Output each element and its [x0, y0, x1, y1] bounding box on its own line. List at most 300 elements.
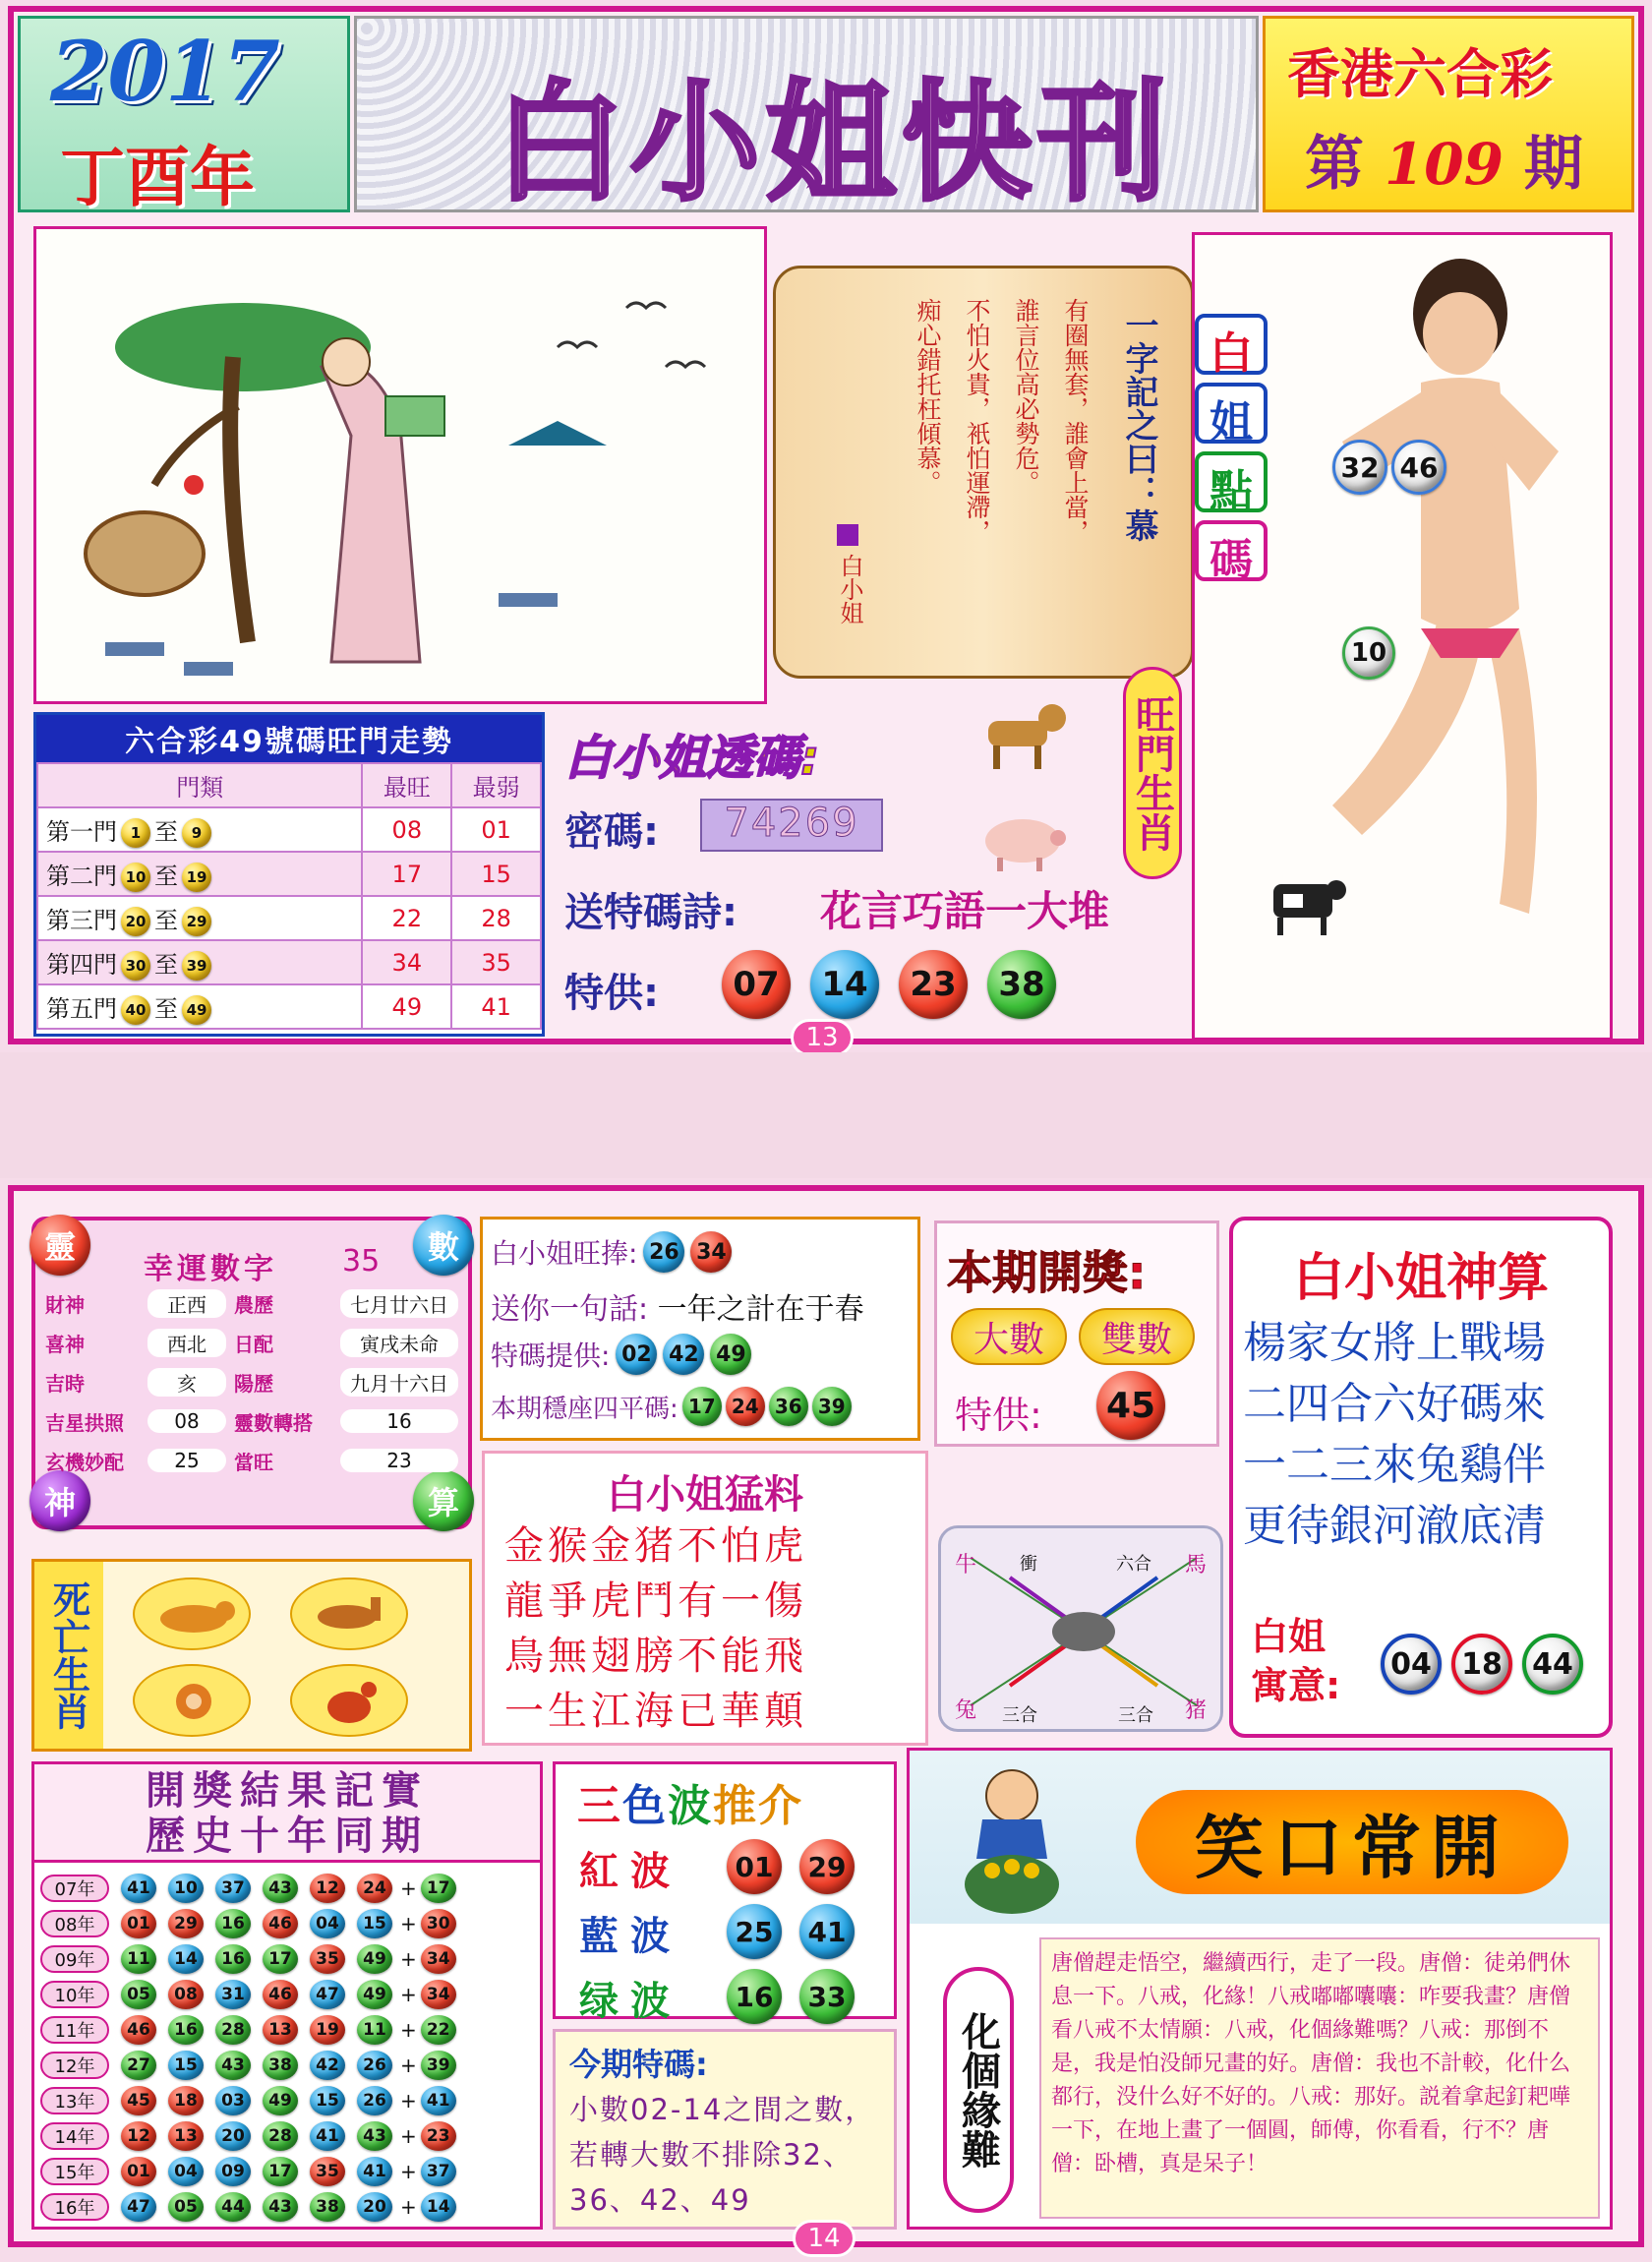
almanac-key-1: 玄機妙配 [45, 1450, 124, 1474]
history-plus: + [400, 2160, 417, 2183]
meaning-label-1: 白姐 [1251, 1615, 1327, 1658]
history-ball: 04 [310, 1909, 345, 1938]
history-ball: 15 [310, 2086, 345, 2115]
shensuan-line-1: 楊家女將上戰場 [1243, 1318, 1546, 1368]
page-number-13: 13 [791, 1019, 854, 1056]
almanac-key-1: 吉星拱照 [45, 1410, 124, 1435]
history-ball: 10 [168, 1874, 204, 1903]
issue-suffix: 期 [1523, 130, 1583, 199]
trend-door [37, 896, 362, 940]
history-ball: 16 [168, 2015, 204, 2045]
trend-door-label: 第五門 [46, 994, 117, 1023]
compass-box [938, 1525, 1223, 1732]
history-ball: 44 [215, 2192, 251, 2222]
menglia-title: 白小姐猛料 [607, 1472, 803, 1518]
trend-table [36, 762, 542, 1030]
trend-row [37, 984, 541, 1029]
draw-offer-label: 特供: [955, 1394, 1042, 1437]
almanac-key-2: 靈數轉搭 [234, 1410, 313, 1435]
joke-side-label: 化個緣難 [943, 1967, 1014, 2213]
shensuan-title: 白小姐神算 [1292, 1249, 1549, 1308]
wang-label: 白小姐旺捧: [491, 1237, 638, 1270]
meaning-ball-2: 18 [1451, 1634, 1512, 1695]
history-ball: 17 [263, 1944, 298, 1974]
trend-best: 08 [362, 807, 451, 852]
special-note-text: 小數02-14之間之數，若轉大數不排除32、36、42、49 [569, 2093, 876, 2217]
history-ball: 15 [357, 1909, 392, 1938]
history-year: 14年 [40, 2122, 109, 2150]
point-code-panel [1192, 232, 1613, 1041]
history-year: 15年 [40, 2158, 109, 2185]
special-ball-1: 02 [616, 1334, 657, 1375]
wave-blue-ball-2: 41 [799, 1904, 855, 1959]
almanac-row [45, 1441, 462, 1480]
page-14 [8, 1185, 1644, 2253]
history-ball: 14 [168, 1944, 204, 1974]
phrase-label: 送你一句話: [491, 1292, 649, 1327]
year-box [18, 16, 350, 215]
history-plus: + [400, 1947, 417, 1971]
history-row [40, 2048, 540, 2083]
draw-title: 本期開獎: [947, 1246, 1147, 1299]
wave-red-ball-2: 29 [799, 1839, 855, 1894]
history-plus: + [400, 2018, 417, 2042]
compass-label-three-2: 三合 [1118, 1705, 1153, 1726]
history-special-ball: 22 [421, 2015, 456, 2045]
lucky-title: 幸運數字 [144, 1252, 277, 1286]
history-row [40, 1871, 540, 1906]
corner-char-3: 神 [30, 1470, 90, 1531]
history-ball: 05 [168, 2192, 204, 2222]
history-special-ball: 34 [421, 1980, 456, 2009]
special-note-title: 今期特碼: [569, 2046, 708, 2083]
history-ball: 27 [121, 2051, 156, 2080]
death-zodiac-box [31, 1559, 472, 1752]
compass-label-clash: 衝 [1020, 1554, 1037, 1575]
compass-label-three-1: 三合 [1002, 1705, 1037, 1726]
history-ball: 19 [310, 2015, 345, 2045]
wave-red-ball-1: 01 [727, 1839, 782, 1894]
four-ball-2: 24 [726, 1387, 765, 1426]
scroll-line-4: 痴心錯托枉傾慕。 [914, 298, 942, 495]
scroll-line-2: 誰言位高必勢危。 [1012, 298, 1040, 495]
point-ball-3: 10 [1342, 626, 1395, 680]
almanac-key-1: 喜神 [45, 1332, 85, 1356]
almanac-value-1: 亥 [148, 1368, 226, 1397]
wang-ball-2: 34 [690, 1231, 732, 1273]
history-plus: + [400, 2089, 417, 2113]
trend-from-ball: 10 [121, 863, 150, 892]
history-special-ball: 34 [421, 1944, 456, 1974]
ink-painting [33, 226, 767, 704]
history-ball: 09 [215, 2157, 251, 2186]
almanac-value-2: 寅戌未命 [340, 1329, 458, 1357]
trend-door-label: 第二門 [46, 862, 117, 890]
four-ball-4: 39 [812, 1387, 852, 1426]
history-ball: 05 [121, 1980, 156, 2009]
compass-label-rabbit: 兔 [955, 1698, 977, 1723]
history-ball: 38 [263, 2051, 298, 2080]
compass-diagram [941, 1528, 1226, 1735]
history-ball: 12 [121, 2121, 156, 2151]
corner-char-2: 數 [413, 1215, 474, 1276]
meaning-ball-1: 04 [1381, 1634, 1442, 1695]
history-ball: 20 [215, 2121, 251, 2151]
compass-label-horse: 馬 [1185, 1553, 1208, 1577]
history-year: 08年 [40, 1910, 109, 1937]
label-char-3: 點 [1195, 451, 1268, 512]
draw-offer-ball: 45 [1096, 1371, 1165, 1440]
trend-connector: 至 [154, 817, 178, 846]
history-ball: 12 [310, 1874, 345, 1903]
almanac-value-2: 16 [340, 1409, 458, 1433]
history-row [40, 2118, 540, 2154]
history-ball: 43 [215, 2051, 251, 2080]
phrase-value: 一年之計在于春 [657, 1292, 864, 1327]
wave-blue-label: 藍波 [579, 1914, 681, 1959]
history-ball: 26 [357, 2051, 392, 2080]
history-ball: 03 [215, 2086, 251, 2115]
brand-text: 香港六合彩 [1287, 43, 1553, 105]
history-title-1: 開獎結果記實 [146, 1768, 429, 1814]
history-ball: 11 [121, 1944, 156, 1974]
trend-to-ball: 39 [182, 951, 211, 981]
history-ball: 29 [168, 1909, 204, 1938]
trend-worst: 15 [451, 852, 541, 896]
draw-tag-1: 大數 [951, 1308, 1067, 1365]
waves-title-1: 三 [577, 1781, 620, 1831]
compass-label-pig: 猪 [1185, 1698, 1208, 1723]
history-ball: 46 [121, 2015, 156, 2045]
trend-best: 17 [362, 852, 451, 896]
history-ball: 17 [263, 2157, 298, 2186]
history-row [40, 1941, 540, 1977]
wave-green-ball-2: 33 [799, 1969, 855, 2024]
history-ball: 49 [263, 2086, 298, 2115]
almanac-row [45, 1323, 462, 1362]
poem-value: 花言巧語一大堆 [820, 887, 1110, 935]
history-year: 13年 [40, 2087, 109, 2114]
almanac-value-1: 正西 [148, 1289, 226, 1318]
scroll-poem [773, 266, 1194, 679]
history-year: 12年 [40, 2052, 109, 2079]
waves-box [553, 1761, 897, 2024]
menglia-line-1: 金猴金猪不怕虎 [504, 1523, 807, 1569]
history-ball: 08 [168, 1980, 204, 2009]
history-ball: 01 [121, 2157, 156, 2186]
point-code-label [1195, 314, 1268, 585]
wave-red-label: 紅波 [579, 1849, 681, 1894]
history-ball: 41 [121, 1874, 156, 1903]
money-man-icon [953, 1760, 1071, 1918]
corner-char-1: 靈 [30, 1215, 90, 1276]
trend-from-ball: 20 [121, 907, 150, 936]
offer-ball-3: 23 [899, 950, 968, 1019]
trend-to-ball: 49 [182, 995, 211, 1025]
trend-best: 49 [362, 984, 451, 1029]
menglia-line-2: 龍爭虎鬥有一傷 [504, 1578, 807, 1624]
trend-from-ball: 40 [121, 995, 150, 1025]
point-ball-1: 32 [1332, 440, 1387, 495]
trend-from-ball: 1 [121, 818, 150, 848]
offer-ball-1: 07 [722, 950, 791, 1019]
menglia-line-3: 鳥無翅膀不能飛 [504, 1634, 807, 1679]
history-ball: 41 [357, 2157, 392, 2186]
trend-worst: 28 [451, 896, 541, 940]
history-box [31, 1761, 543, 2230]
history-special-ball: 17 [421, 1874, 456, 1903]
almanac-value-2: 23 [340, 1449, 458, 1472]
history-row [40, 2189, 540, 2225]
trend-table-title: 六合彩49號碼旺門走勢 [36, 715, 542, 762]
almanac-value-1: 08 [148, 1409, 226, 1433]
history-ball: 28 [215, 2015, 251, 2045]
trend-worst: 41 [451, 984, 541, 1029]
history-ball: 13 [263, 2015, 298, 2045]
square-icon [837, 524, 858, 546]
history-ball: 43 [263, 2192, 298, 2222]
trend-row [37, 940, 541, 984]
history-year: 16年 [40, 2193, 109, 2221]
history-ball: 01 [121, 1909, 156, 1938]
lucky-zodiac-label: 旺門生肖 [1123, 667, 1182, 879]
ox-icon [1264, 864, 1352, 943]
history-ball: 35 [310, 1944, 345, 1974]
shensuan-box [1229, 1217, 1613, 1738]
history-ball: 43 [357, 2121, 392, 2151]
horse-icon [290, 1577, 408, 1650]
almanac-key-2: 當旺 [234, 1450, 273, 1474]
masthead-box [354, 16, 1259, 219]
history-year: 10年 [40, 1981, 109, 2008]
page-13 [8, 6, 1644, 1052]
monkey-icon [133, 1664, 251, 1737]
trend-to-ball: 9 [182, 818, 211, 848]
trend-connector: 至 [154, 994, 178, 1023]
almanac-box [31, 1217, 472, 1529]
almanac-value-2: 七月廿六日 [340, 1289, 458, 1318]
trend-best: 22 [362, 896, 451, 940]
history-ball: 38 [310, 2192, 345, 2222]
trend-door [37, 984, 362, 1029]
history-ball: 35 [310, 2157, 345, 2186]
four-label: 本期穩座四平碼: [491, 1394, 678, 1424]
trend-door [37, 852, 362, 896]
masthead-title: 白小姐快刊 [495, 68, 1173, 219]
wave-blue-ball-1: 25 [727, 1904, 782, 1959]
almanac-row [45, 1401, 462, 1441]
offer-ball-2: 14 [810, 950, 879, 1019]
history-ball: 47 [310, 1980, 345, 2009]
draw-box [934, 1220, 1219, 1447]
shensuan-line-4: 更待銀河澈底清 [1243, 1501, 1546, 1551]
scroll-line-1: 有圈無套，誰會上當， [1061, 298, 1090, 544]
history-special-ball: 23 [421, 2121, 456, 2151]
special-note-box [553, 2029, 897, 2230]
page-gap [0, 1052, 1652, 1178]
poem-label: 送特碼詩: [564, 890, 738, 935]
history-year: 09年 [40, 1945, 109, 1973]
issue-number: 109 [1384, 131, 1504, 198]
history-ball: 42 [310, 2051, 345, 2080]
history-ball: 49 [357, 1944, 392, 1974]
issue-box [1263, 16, 1634, 212]
history-plus: + [400, 2195, 417, 2219]
year-text: 2017 [50, 23, 280, 120]
trend-header-door: 門類 [37, 763, 362, 807]
almanac-key-1: 吉時 [45, 1371, 85, 1396]
history-ball: 26 [357, 2086, 392, 2115]
waves-title-4: 推 [713, 1781, 756, 1831]
almanac-row [45, 1283, 462, 1323]
year-name: 丁酉年 [60, 139, 255, 215]
trend-table-box [33, 712, 545, 1037]
history-row [40, 2012, 540, 2048]
history-year: 07年 [40, 1875, 109, 1902]
meaning-ball-3: 44 [1522, 1634, 1583, 1695]
history-ball: 28 [263, 2121, 298, 2151]
special-label: 特碼提供: [491, 1339, 611, 1372]
almanac-key-2: 陽歷 [234, 1371, 273, 1396]
trend-header-worst: 最弱 [451, 763, 541, 807]
trend-to-ball: 29 [182, 907, 211, 936]
menglia-line-4: 一生江海已華顛 [504, 1689, 807, 1734]
issue-prefix: 第 [1305, 130, 1364, 199]
history-special-ball: 30 [421, 1909, 456, 1938]
trend-header-best: 最旺 [362, 763, 451, 807]
corner-char-4: 算 [413, 1470, 474, 1531]
lucky-number: 35 [342, 1244, 381, 1279]
trend-to-ball: 19 [182, 863, 211, 892]
history-ball: 16 [215, 1944, 251, 1974]
wave-green-label: 绿波 [579, 1979, 681, 2024]
wang-ball-1: 26 [643, 1231, 684, 1273]
history-ball: 13 [168, 2121, 204, 2151]
history-ball: 49 [357, 1980, 392, 2009]
trend-door-label: 第三門 [46, 906, 117, 934]
almanac-value-1: 25 [148, 1449, 226, 1472]
scholar-painting-image [36, 229, 764, 701]
joke-title: 笑口常開 [1136, 1790, 1568, 1894]
joke-box [907, 1748, 1613, 2230]
code-value: 74269 [700, 799, 883, 852]
history-plus: + [400, 2054, 417, 2077]
offer-ball-4: 38 [987, 950, 1056, 1019]
trend-door [37, 940, 362, 984]
trend-connector: 至 [154, 950, 178, 979]
waves-title-3: 波 [668, 1781, 711, 1831]
code-label: 密碼: [564, 809, 659, 855]
trend-worst: 35 [451, 940, 541, 984]
history-special-ball: 37 [421, 2157, 456, 2186]
history-ball: 47 [121, 2192, 156, 2222]
almanac-value-2: 九月十六日 [340, 1368, 458, 1397]
trend-connector: 至 [154, 906, 178, 934]
history-ball: 24 [357, 1874, 392, 1903]
four-ball-1: 17 [682, 1387, 722, 1426]
page-number-14: 14 [793, 2220, 856, 2257]
history-plus: + [400, 1876, 417, 1900]
trend-connector: 至 [154, 862, 178, 890]
waves-title-2: 色 [622, 1781, 666, 1831]
history-row [40, 1906, 540, 1941]
history-ball: 46 [263, 1980, 298, 2009]
history-ball: 46 [263, 1909, 298, 1938]
history-year: 11年 [40, 2016, 109, 2044]
compass-label-six: 六合 [1116, 1554, 1151, 1575]
trend-from-ball: 30 [121, 951, 150, 981]
waves-title-5: 介 [758, 1781, 801, 1831]
trend-door [37, 807, 362, 852]
history-ball: 41 [310, 2121, 345, 2151]
shensuan-line-3: 一二三來兔鷄伴 [1243, 1440, 1546, 1490]
history-ball: 18 [168, 2086, 204, 2115]
history-ball: 31 [215, 1980, 251, 2009]
history-plus: + [400, 2124, 417, 2148]
history-plus: + [400, 1912, 417, 1935]
trend-row [37, 852, 541, 896]
tips-box [480, 1217, 920, 1441]
label-char-4: 碼 [1195, 520, 1268, 581]
menglia-box [482, 1451, 928, 1746]
shensuan-line-2: 二四合六好碼來 [1243, 1379, 1546, 1429]
history-special-ball: 41 [421, 2086, 456, 2115]
history-special-ball: 39 [421, 2051, 456, 2080]
scroll-line-3: 不怕火貴，衹怕運滯， [963, 298, 991, 544]
scroll-heading: 一字記之曰：慕 [1119, 308, 1158, 542]
trend-best: 34 [362, 940, 451, 984]
history-ball: 15 [168, 2051, 204, 2080]
history-row [40, 2083, 540, 2118]
history-ball: 16 [215, 1909, 251, 1938]
four-ball-3: 36 [769, 1387, 808, 1426]
rooster-icon [290, 1664, 408, 1737]
trend-row [37, 807, 541, 852]
almanac-key-2: 日配 [234, 1332, 273, 1356]
history-ball: 37 [215, 1874, 251, 1903]
history-ball: 20 [357, 2192, 392, 2222]
trend-row [37, 896, 541, 940]
almanac-key-2: 農歷 [234, 1292, 273, 1317]
history-special-ball: 14 [421, 2192, 456, 2222]
meaning-label-2: 寓意: [1251, 1664, 1341, 1707]
special-ball-2: 42 [663, 1334, 704, 1375]
history-ball: 04 [168, 2157, 204, 2186]
history-row [40, 2154, 540, 2189]
draw-tag-2: 雙數 [1079, 1308, 1195, 1365]
almanac-row [45, 1362, 462, 1401]
joke-text: 唐僧趕走悟空，繼續西行，走了一段。唐僧：徒弟們休息一下。八戒，化緣！八戒嘟嘟囔囔：咋要我畫？唐僧看八戒不太情願：八戒，化個緣難嗎？八戒：那倒不是，我是怕没師兄畫的好。唐僧：我也不計較，化什么都行，没什么好不好的。八戒：那好。説着拿起釘耙嘩一下，在地上畫了一個圓，師傅，你看看，行不？唐僧：卧槽，真是呆子！ [1039, 1937, 1600, 2219]
history-ball: 11 [357, 2015, 392, 2045]
history-ball: 45 [121, 2086, 156, 2115]
wave-green-ball-1: 16 [727, 1969, 782, 2024]
offer-label: 特供: [564, 971, 659, 1016]
tiger-icon [133, 1577, 251, 1650]
trend-worst: 01 [451, 807, 541, 852]
death-zodiac-label: 死亡生肖 [34, 1562, 103, 1749]
history-plus: + [400, 1983, 417, 2006]
almanac-value-1: 西北 [148, 1329, 226, 1357]
label-char-1: 白 [1195, 314, 1268, 375]
trend-door-label: 第四門 [46, 950, 117, 979]
point-ball-2: 46 [1391, 440, 1446, 495]
almanac-key-1: 財神 [45, 1292, 85, 1317]
trend-door-label: 第一門 [46, 817, 117, 846]
label-char-2: 姐 [1195, 383, 1268, 444]
special-ball-3: 49 [710, 1334, 751, 1375]
scroll-signature: 白小姐 [836, 554, 863, 625]
reveal-box [555, 716, 1184, 1041]
